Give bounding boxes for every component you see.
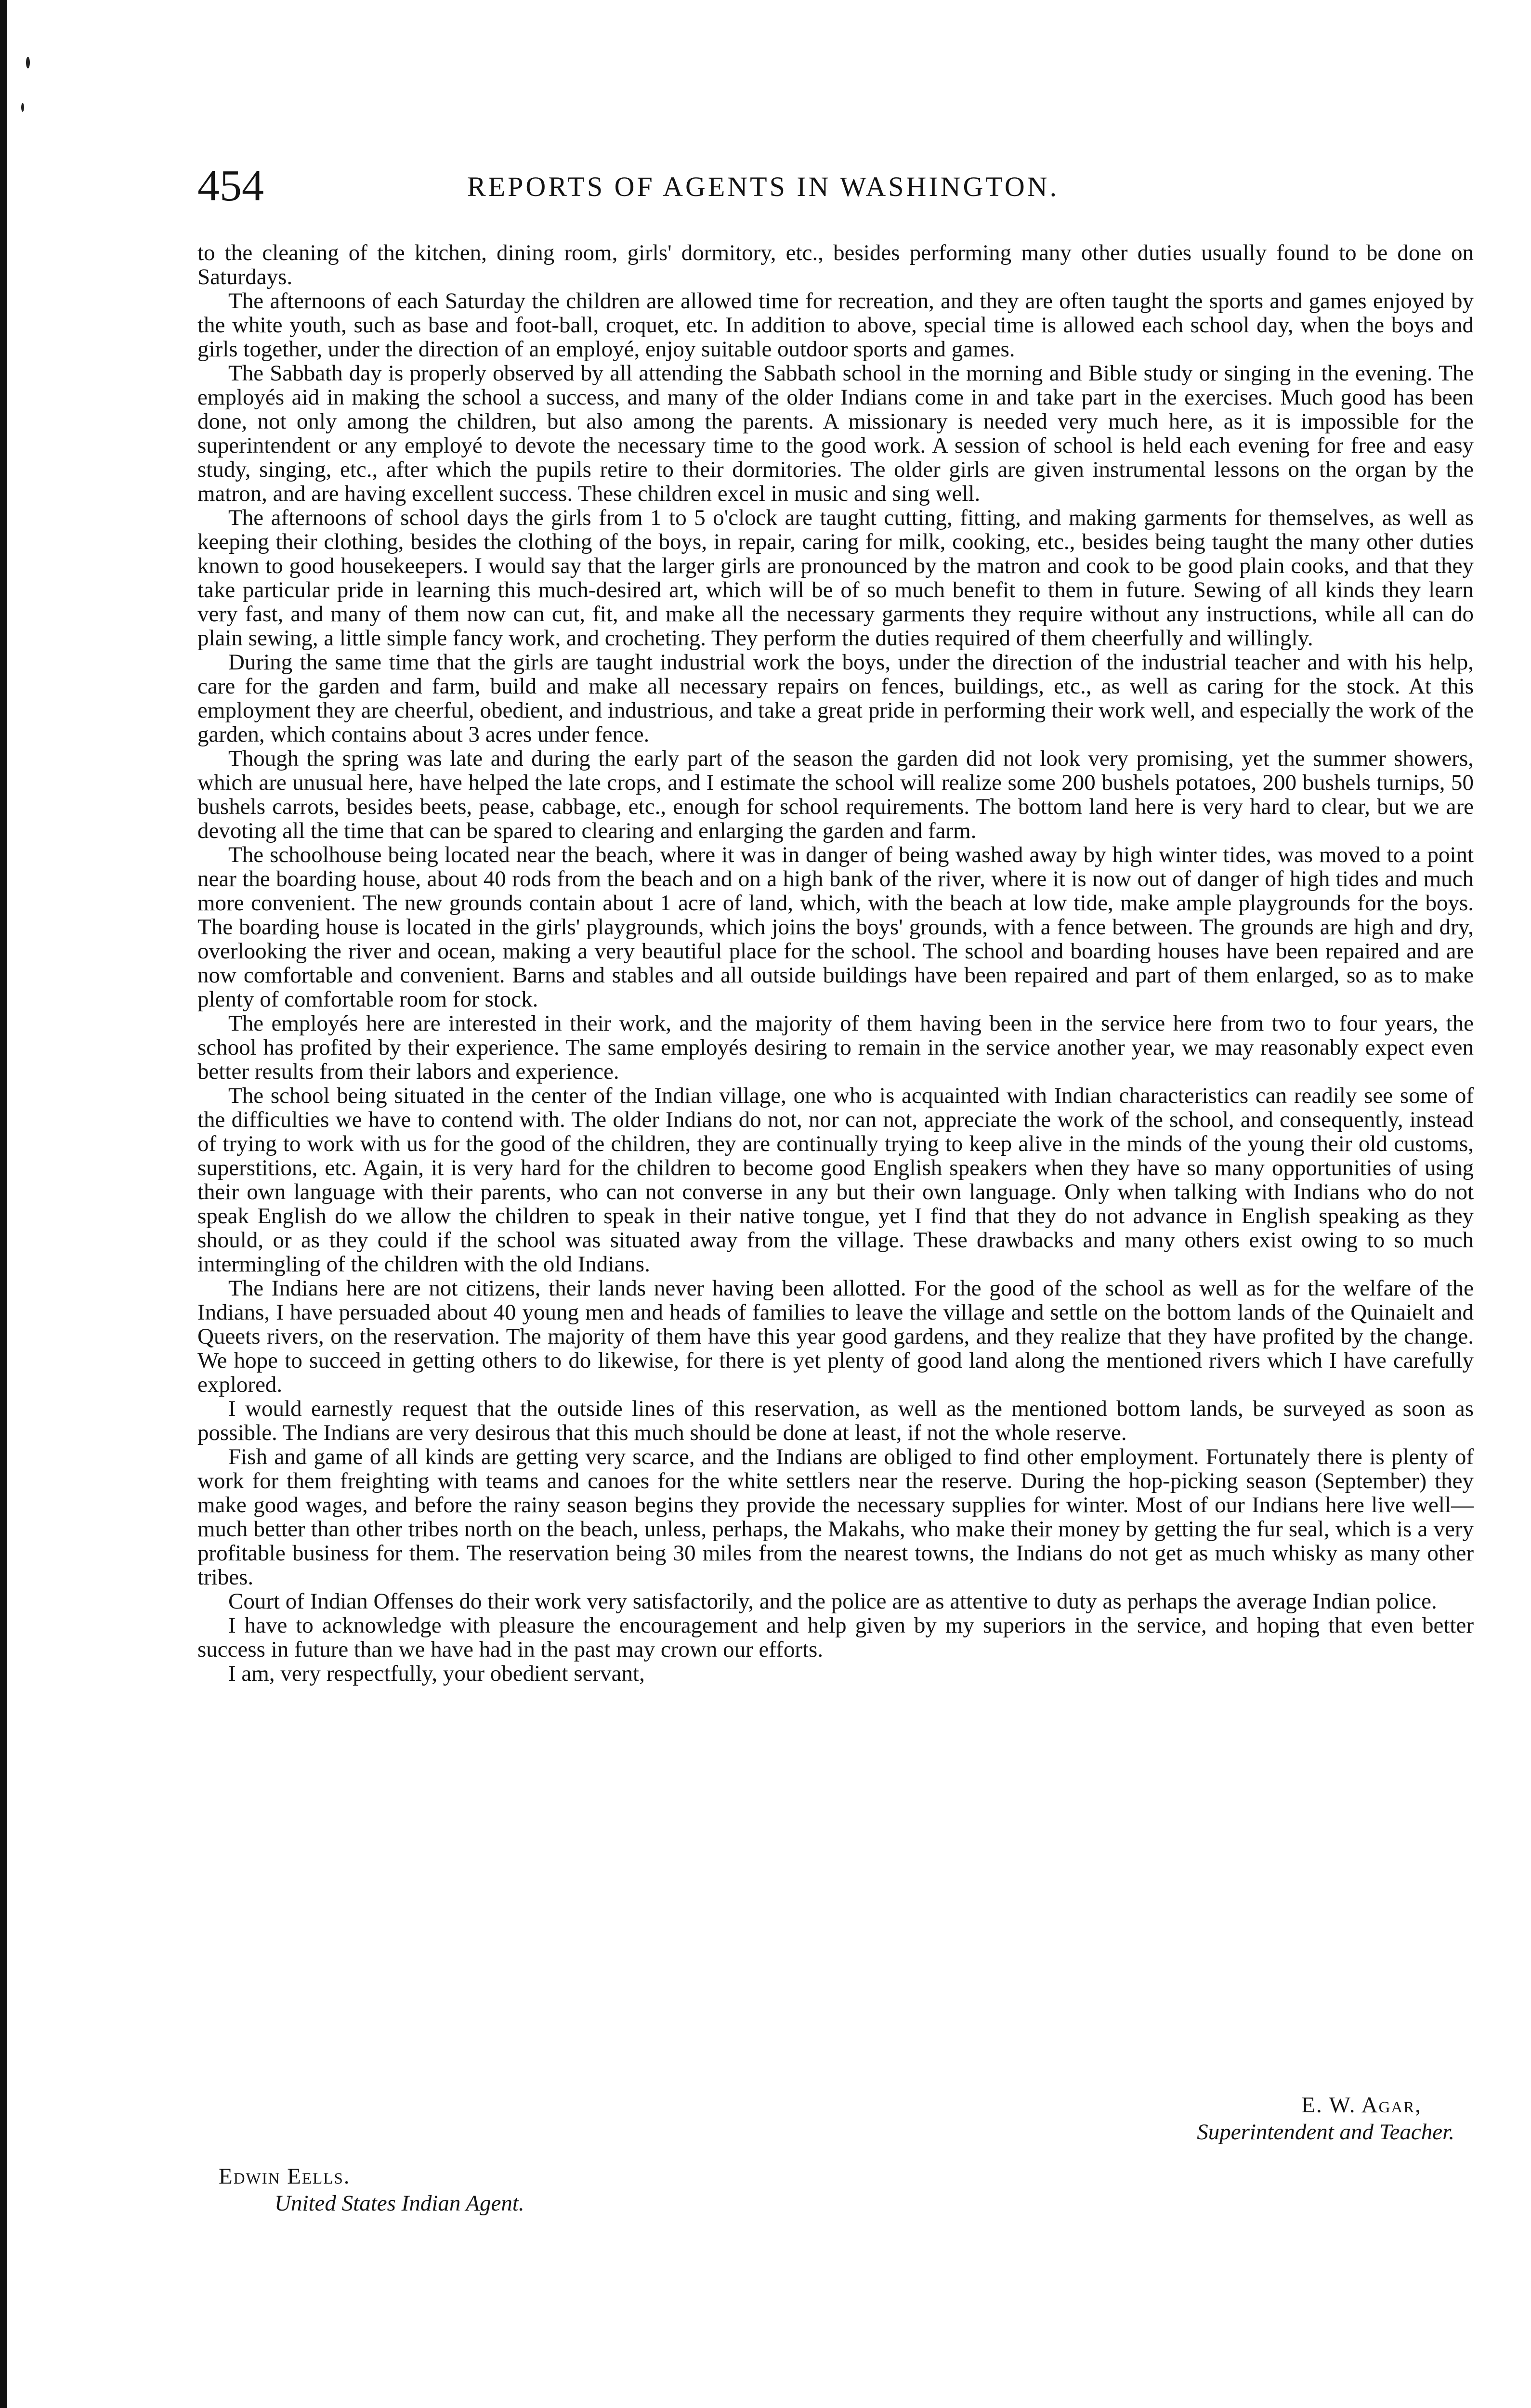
page-header [197, 159, 1209, 217]
paragraph: to the cleaning of the kitchen, dining room, girls' dormitory, etc., besides performing many other duties usually found to be done on Saturdays. [197, 240, 1474, 289]
page-number: 454 [197, 161, 264, 210]
paragraph: The afternoons of each Saturday the children are allowed time for recreation, and they are often taught the sports and games enjoyed by the white youth, such as base and foot-ball, croquet, etc. In addition to above, special time is allowed each school day, when the boys and girls together, under the direction of an employé, enjoy suitable outdoor sports and games. [197, 288, 1474, 362]
running-head: REPORTS OF AGENTS IN WASHINGTON. [467, 171, 1060, 202]
paragraph: The school being situated in the center of the Indian village, one who is acquainted with Indian characteristics can readily see some of the difficulties we have to contend with. The older Indians do not, nor can not, appreciate the work of the school, and consequently, instead of trying to work with us for the good of the children, they are continually trying to keep alive in the minds of the young their old customs, superstitions, etc. Again, it is very hard for the children to become good English speakers when they have so many opportunities of using their own language with their parents, who can not converse in any but their own language. Only when talking with Indians who do not speak English do we allow the children to speak in their native tongue, yet I find that they do not advance in English speaking as they should, or as they could if the school was situated away from the village. These drawbacks and many others exist owing to so much intermingling of the children with the old Indians. [197, 1083, 1474, 1277]
closing-line: I am, very respectfully, your obedient servant, [228, 1661, 645, 1686]
agent-name: Edwin Eells. [219, 2164, 351, 2189]
paragraph: During the same time that the girls are taught industrial work the boys, under the direction of the industrial teacher and with his help, care for the garden and farm, build and make all necessary repairs on fences, buildings, etc., as well as caring for the stock. At this employment they are cheerful, obedient, and industrious, and take a great pride in performing their work well, and especially the work of the garden, which contains about 3 acres under fence. [197, 650, 1474, 747]
signatory-title: Superintendent and Teacher. [1197, 2120, 1454, 2145]
paragraph: The Sabbath day is properly observed by all attending the Sabbath school in the morning and Bible study or singing in the evening. The employés aid in making the school a success, and many of the older Indians come in and take part in the exercises. Much good has been done, not only among the children, but also among the parents. A missionary is needed very much here, as it is impossible for the superintendent or any employé to devote the necessary time to the good work. A session of school is held each evening for free and easy study, singing, etc., after which the pupils retire to their dormitories. The older girls are given instrumental lessons on the organ by the matron, and are having excellent success. These children excel in music and sing well. [197, 361, 1474, 506]
paragraph: I have to acknowledge with pleasure the encouragement and help given by my superiors in the service, and hoping that even better success in future than we have had in the past may crown our efforts. [197, 1613, 1474, 1662]
paragraph: Court of Indian Offenses do their work very satisfactorily, and the police are as attentive to duty as perhaps the average Indian police. [228, 1589, 1437, 1614]
scan-speck [26, 57, 30, 68]
scan-edge-left [0, 0, 7, 2408]
report-body [197, 241, 1474, 1686]
paragraph: The schoolhouse being located near the beach, where it was in danger of being washed away by high winter tides, was moved to a point near the boarding house, about 40 rods from the beach and on a high bank of the river, where it is now out of danger of high tides and much more convenient. The new grounds contain about 1 acre of land, which, with the beach at low tide, make ample playgrounds for the boys. The boarding house is located in the girls' playgrounds, which joins the boys' grounds, with a fence between. The grounds are high and dry, overlooking the river and ocean, making a very beautiful place for the school. The school and boarding houses have been repaired and are now comfortable and convenient. Barns and stables and all outside buildings have been repaired and part of them enlarged, so as to make plenty of comfortable room for stock. [197, 842, 1474, 1012]
paragraph: I would earnestly request that the outside lines of this reservation, as well as the mentioned bottom lands, be surveyed as soon as possible. The Indians are very desirous that this much should be done at least, if not the whole reserve. [197, 1396, 1474, 1445]
paragraph: Though the spring was late and during the early part of the season the garden did not look very promising, yet the summer showers, which are unusual here, have helped the late crops, and I estimate the school will realize some 200 bushels potatoes, 200 bushels turnips, 50 bushels carrots, besides beets, pease, cabbage, etc., enough for school requirements. The bottom land here is very hard to clear, but we are devoting all the time that can be spared to clearing and enlarging the garden and farm. [197, 746, 1474, 843]
paragraph: The employés here are interested in their work, and the majority of them having been in the service here from two to four years, the school has profited by their experience. The same employés desiring to remain in the service another year, we may reasonably expect even better results from their labors and experience. [197, 1011, 1474, 1084]
scan-speck [21, 103, 24, 112]
signature-block [197, 2093, 1474, 2218]
paragraph: The afternoons of school days the girls from 1 to 5 o'clock are taught cutting, fitting, and making garments for themselves, as well as keeping their clothing, besides the clothing of the boys, in repair, caring for milk, cooking, etc., besides being taught the many other duties known to good housekeepers. I would say that the larger girls are pronounced by the matron and cook to be good plain cooks, and that they take particular pride in learning this much-desired art, which will be of so much benefit to them in future. Sewing of all kinds they learn very fast, and many of them now can cut, fit, and make all the necessary garments they require without any instructions, while all can do plain sewing, a little simple fancy work, and crocheting. They perform the duties required of them cheerfully and willingly. [197, 505, 1474, 651]
paragraph: Fish and game of all kinds are getting very scarce, and the Indians are obliged to find other employment. Fortunately there is plenty of work for them freighting with teams and canoes for the white settlers near the reserve. During the hop-picking season (September) they make good wages, and before the rainy season begins they provide the necessary supplies for winter. Most of our Indians here live well—much better than other tribes north on the beach, unless, perhaps, the Makahs, who make their money by getting the fur seal, which is a very profitable business for them. The reservation being 30 miles from the nearest towns, the Indians do not get as much whisky as many other tribes. [197, 1444, 1474, 1590]
agent-title: United States Indian Agent. [275, 2191, 524, 2216]
paragraph: The Indians here are not citizens, their lands never having been allotted. For the good of the school as well as for the welfare of the Indians, I have persuaded about 40 young men and heads of families to leave the village and settle on the bottom lands of the Quinaielt and Queets rivers, on the reservation. The majority of them have this year good gardens, and they realize that they have profited by the change. We hope to succeed in getting others to do likewise, for there is yet plenty of good land along the mentioned rivers which I have carefully explored. [197, 1276, 1474, 1397]
signatory-name: E. W. Agar, [1301, 2093, 1422, 2118]
